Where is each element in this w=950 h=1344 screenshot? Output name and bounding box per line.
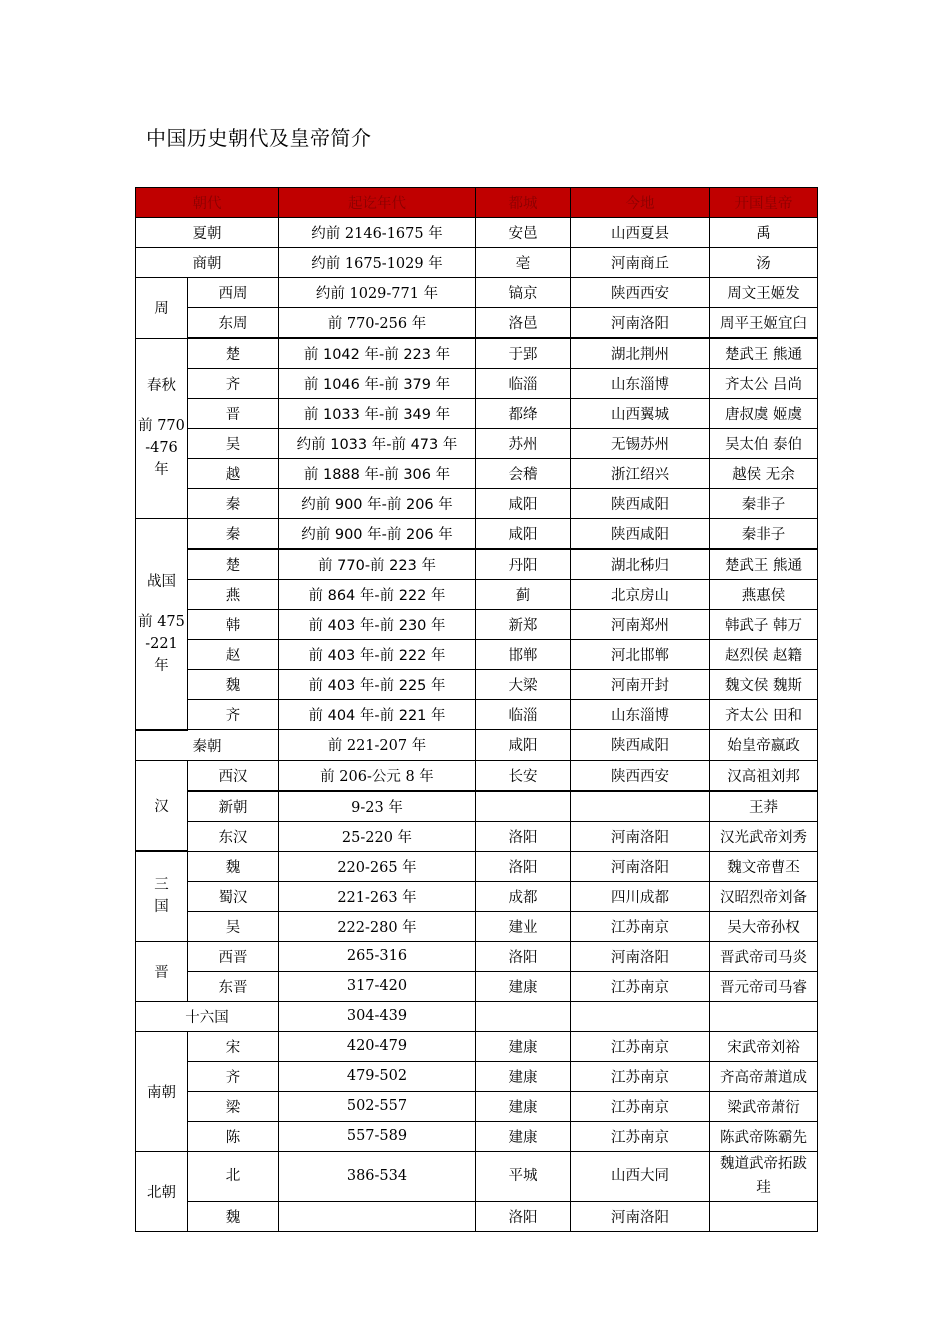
group-name: 战国: [147, 573, 176, 590]
group-chunqiu: [136, 338, 188, 519]
dynasty-founder: [710, 1001, 818, 1031]
state-today: 北京房山: [571, 580, 710, 610]
dynasty-capital: 成都: [476, 881, 571, 911]
table-row: [136, 429, 818, 459]
dynasty-capital: 镐京: [476, 278, 571, 308]
dynasty-name: 魏: [188, 1201, 279, 1231]
dynasty-today: 河南洛阳: [571, 851, 710, 881]
dynasty-founder: [710, 1151, 818, 1201]
state-today: 山东淄博: [571, 369, 710, 399]
table-row: [136, 821, 818, 851]
state-years: 前 404 年-前 221 年: [279, 700, 476, 730]
dynasty-founder: 汤: [710, 248, 818, 278]
dynasty-name: 东汉: [188, 821, 279, 851]
state-founder: 齐太公 吕尚: [710, 369, 818, 399]
header-years: 起讫年代: [279, 188, 476, 218]
state-today: 湖北荆州: [571, 338, 710, 369]
dynasty-founder: 梁武帝萧衍: [710, 1091, 818, 1121]
state-name: 吴: [188, 429, 279, 459]
table-row: [136, 369, 818, 399]
group-name: 北朝: [136, 1151, 188, 1231]
state-years: 前 770-前 223 年: [279, 549, 476, 580]
dynasty-founder: 魏文帝曹丕: [710, 851, 818, 881]
dynasty-years: 304-439: [279, 1001, 476, 1031]
state-capital: 丹阳: [476, 549, 571, 580]
dynasty-today: 河南洛阳: [571, 941, 710, 971]
dynasty-years: 前 770-256 年: [279, 308, 476, 339]
page-title: 中国历史朝代及皇帝简介: [146, 126, 372, 150]
group-range: 前 475: [138, 613, 185, 630]
table-row: [136, 218, 818, 248]
state-capital: 新郑: [476, 610, 571, 640]
state-name: 魏: [188, 670, 279, 700]
dynasty-name: 东周: [188, 308, 279, 339]
table-row: [136, 1091, 818, 1121]
state-today: 浙江绍兴: [571, 459, 710, 489]
dynasty-today: 陕西西安: [571, 278, 710, 308]
table-row: [136, 1001, 818, 1031]
state-today: 山西翼城: [571, 399, 710, 429]
dynasty-years: 557-589: [279, 1121, 476, 1151]
table-row: [136, 248, 818, 278]
header-today: 今地: [571, 188, 710, 218]
dynasty-capital: 平城: [476, 1151, 571, 1201]
dynasty-today: 四川成都: [571, 881, 710, 911]
dynasty-name: 北: [188, 1151, 279, 1201]
dynasty-founder: 陈武帝陈霸先: [710, 1121, 818, 1151]
state-years: 前 1046 年-前 379 年: [279, 369, 476, 399]
dynasty-today: 山西夏县: [571, 218, 710, 248]
state-name: 燕: [188, 580, 279, 610]
dynasty-founder: 始皇帝嬴政: [710, 730, 818, 761]
table-row: [136, 1061, 818, 1091]
state-years: 前 1888 年-前 306 年: [279, 459, 476, 489]
state-founder: 越侯 无余: [710, 459, 818, 489]
table-row: [136, 399, 818, 429]
state-capital: 咸阳: [476, 489, 571, 519]
dynasty-name: 西周: [188, 278, 279, 308]
table-row: [136, 459, 818, 489]
dynasty-name: 宋: [188, 1031, 279, 1061]
dynasty-capital: 建康: [476, 971, 571, 1001]
dynasty-name: 西晋: [188, 941, 279, 971]
group-zhanguo: [136, 519, 188, 730]
dynasty-founder: 宋武帝刘裕: [710, 1031, 818, 1061]
dynasty-founder: 吴大帝孙权: [710, 911, 818, 941]
dynasty-capital: [476, 1001, 571, 1031]
table-row: [136, 519, 818, 550]
dynasty-capital: 建康: [476, 1091, 571, 1121]
dynasty-founder: [710, 1201, 818, 1231]
dynasty-capital: 建康: [476, 1061, 571, 1091]
state-name: 秦: [188, 519, 279, 550]
state-capital: 临淄: [476, 700, 571, 730]
table-row: [136, 549, 818, 580]
state-years: 前 403 年-前 222 年: [279, 640, 476, 670]
dynasty-founder: 晋元帝司马睿: [710, 971, 818, 1001]
state-founder: 齐太公 田和: [710, 700, 818, 730]
header-founder: 开国皇帝: [710, 188, 818, 218]
dynasty-name: 秦朝: [136, 730, 279, 761]
group-sanguo: [136, 851, 188, 941]
dynasty-table: [135, 187, 818, 1232]
table-row: [136, 610, 818, 640]
dynasty-founder: 汉光武帝刘秀: [710, 821, 818, 851]
state-years: 前 1042 年-前 223 年: [279, 338, 476, 369]
table-row: [136, 670, 818, 700]
dynasty-years: 420-479: [279, 1031, 476, 1061]
dynasty-name: 吴: [188, 911, 279, 941]
dynasty-capital: 咸阳: [476, 730, 571, 761]
state-name: 齐: [188, 700, 279, 730]
state-founder: 燕惠侯: [710, 580, 818, 610]
table-row: [136, 1031, 818, 1061]
dynasty-founder: 周平王姬宜臼: [710, 308, 818, 339]
dynasty-capital: 建康: [476, 1121, 571, 1151]
table-row: [136, 278, 818, 308]
dynasty-name: 东晋: [188, 971, 279, 1001]
dynasty-founder: 汉昭烈帝刘备: [710, 881, 818, 911]
dynasty-years: 约前 1675-1029 年: [279, 248, 476, 278]
dynasty-founder: 晋武帝司马炎: [710, 941, 818, 971]
state-name: 楚: [188, 338, 279, 369]
dynasty-capital: 洛阳: [476, 1201, 571, 1231]
group-name: 汉: [136, 760, 188, 851]
state-founder: 韩武子 韩万: [710, 610, 818, 640]
state-capital: 咸阳: [476, 519, 571, 550]
dynasty-years: 前 206-公元 8 年: [279, 760, 476, 791]
state-founder: 唐叔虞 姬虞: [710, 399, 818, 429]
group-name: 周: [136, 278, 188, 339]
state-capital: 蓟: [476, 580, 571, 610]
state-years: 约前 900 年-前 206 年: [279, 519, 476, 550]
dynasty-years: 25-220 年: [279, 821, 476, 851]
dynasty-name: 蜀汉: [188, 881, 279, 911]
state-today: 无锡苏州: [571, 429, 710, 459]
state-founder: 吴太伯 泰伯: [710, 429, 818, 459]
dynasty-years: 220-265 年: [279, 851, 476, 881]
table-row: [136, 881, 818, 911]
dynasty-capital: 亳: [476, 248, 571, 278]
dynasty-capital: 长安: [476, 760, 571, 791]
dynasty-capital: 洛阳: [476, 941, 571, 971]
group-range: 前 770: [138, 418, 185, 435]
dynasty-name: 夏朝: [136, 218, 279, 248]
state-years: 前 864 年-前 222 年: [279, 580, 476, 610]
table-header-row: [136, 188, 818, 218]
state-today: 陕西咸阳: [571, 519, 710, 550]
state-founder: 赵烈侯 赵籍: [710, 640, 818, 670]
dynasty-today: 河南洛阳: [571, 821, 710, 851]
header-capital: 都城: [476, 188, 571, 218]
dynasty-years: 317-420: [279, 971, 476, 1001]
founder-line: 珪: [756, 1180, 771, 1196]
table-row: [136, 971, 818, 1001]
state-years: 约前 900 年-前 206 年: [279, 489, 476, 519]
state-today: 山东淄博: [571, 700, 710, 730]
state-founder: 楚武王 熊通: [710, 549, 818, 580]
state-capital: 都绛: [476, 399, 571, 429]
group-range: -221 年: [145, 635, 178, 674]
group-name: 国: [154, 899, 169, 916]
state-founder: 秦非子: [710, 489, 818, 519]
table-row: [136, 308, 818, 339]
state-capital: 大梁: [476, 670, 571, 700]
dynasty-today: [571, 1001, 710, 1031]
dynasty-years: 前 221-207 年: [279, 730, 476, 761]
group-range: -476 年: [145, 440, 178, 479]
group-name: 晋: [136, 941, 188, 1001]
dynasty-years: 221-263 年: [279, 881, 476, 911]
state-name: 晋: [188, 399, 279, 429]
dynasty-capital: 安邑: [476, 218, 571, 248]
dynasty-founder: 汉高祖刘邦: [710, 760, 818, 791]
dynasty-today: 陕西西安: [571, 760, 710, 791]
dynasty-today: 陕西咸阳: [571, 730, 710, 761]
dynasty-today: 河南商丘: [571, 248, 710, 278]
dynasty-name: 魏: [188, 851, 279, 881]
table-row: [136, 941, 818, 971]
dynasty-years: [279, 1201, 476, 1231]
dynasty-founder: 禹: [710, 218, 818, 248]
dynasty-today: 江苏南京: [571, 971, 710, 1001]
state-today: 河北邯郸: [571, 640, 710, 670]
state-name: 赵: [188, 640, 279, 670]
dynasty-capital: 洛邑: [476, 308, 571, 339]
table-row: [136, 791, 818, 822]
dynasty-today: 江苏南京: [571, 1091, 710, 1121]
state-founder: 魏文侯 魏斯: [710, 670, 818, 700]
state-founder: 楚武王 熊通: [710, 338, 818, 369]
group-name: 春秋: [147, 378, 176, 395]
group-name: 南朝: [136, 1031, 188, 1151]
dynasty-capital: 建业: [476, 911, 571, 941]
state-name: 楚: [188, 549, 279, 580]
dynasty-years: 479-502: [279, 1061, 476, 1091]
dynasty-today: 河南洛阳: [571, 308, 710, 339]
dynasty-years: 502-557: [279, 1091, 476, 1121]
dynasty-today: 河南洛阳: [571, 1201, 710, 1231]
state-today: 河南郑州: [571, 610, 710, 640]
state-name: 秦: [188, 489, 279, 519]
dynasty-today: 江苏南京: [571, 911, 710, 941]
dynasty-today: 江苏南京: [571, 1031, 710, 1061]
table-row: [136, 338, 818, 369]
state-years: 约前 1033 年-前 473 年: [279, 429, 476, 459]
state-years: 前 1033 年-前 349 年: [279, 399, 476, 429]
state-capital: 临淄: [476, 369, 571, 399]
state-years: 前 403 年-前 230 年: [279, 610, 476, 640]
table-row: [136, 640, 818, 670]
state-founder: 秦非子: [710, 519, 818, 550]
dynasty-years: 386-534: [279, 1151, 476, 1201]
state-name: 越: [188, 459, 279, 489]
table-row: [136, 1121, 818, 1151]
dynasty-today: [571, 791, 710, 822]
state-name: 韩: [188, 610, 279, 640]
dynasty-today: 山西大同: [571, 1151, 710, 1201]
table-row: [136, 760, 818, 791]
dynasty-name: 十六国: [136, 1001, 279, 1031]
table-row: [136, 851, 818, 881]
state-today: 湖北秭归: [571, 549, 710, 580]
dynasty-capital: 洛阳: [476, 821, 571, 851]
group-name: 三: [154, 877, 169, 894]
state-today: 陕西咸阳: [571, 489, 710, 519]
dynasty-founder: 周文王姬发: [710, 278, 818, 308]
state-capital: 苏州: [476, 429, 571, 459]
dynasty-name: 陈: [188, 1121, 279, 1151]
dynasty-founder: 王莽: [710, 791, 818, 822]
table-row: [136, 489, 818, 519]
table-row: [136, 730, 818, 761]
state-capital: 邯郸: [476, 640, 571, 670]
dynasty-capital: 洛阳: [476, 851, 571, 881]
table-row: [136, 1151, 818, 1201]
dynasty-years: 约前 2146-1675 年: [279, 218, 476, 248]
dynasty-years: 约前 1029-771 年: [279, 278, 476, 308]
table-row: [136, 1201, 818, 1231]
dynasty-name: 商朝: [136, 248, 279, 278]
state-name: 齐: [188, 369, 279, 399]
state-capital: 会稽: [476, 459, 571, 489]
dynasty-founder: 齐高帝萧道成: [710, 1061, 818, 1091]
dynasty-capital: [476, 791, 571, 822]
dynasty-name: 新朝: [188, 791, 279, 822]
dynasty-years: 265-316: [279, 941, 476, 971]
dynasty-today: 江苏南京: [571, 1061, 710, 1091]
dynasty-name: 梁: [188, 1091, 279, 1121]
header-dynasty: 朝代: [136, 188, 279, 218]
dynasty-today: 江苏南京: [571, 1121, 710, 1151]
dynasty-years: 222-280 年: [279, 911, 476, 941]
dynasty-capital: 建康: [476, 1031, 571, 1061]
state-years: 前 403 年-前 225 年: [279, 670, 476, 700]
table-row: [136, 911, 818, 941]
table-row: [136, 580, 818, 610]
dynasty-years: 9-23 年: [279, 791, 476, 822]
dynasty-name: 西汉: [188, 760, 279, 791]
dynasty-name: 齐: [188, 1061, 279, 1091]
table-row: [136, 700, 818, 730]
state-today: 河南开封: [571, 670, 710, 700]
state-capital: 于郢: [476, 338, 571, 369]
founder-line: 魏道武帝拓跋: [720, 1156, 807, 1172]
